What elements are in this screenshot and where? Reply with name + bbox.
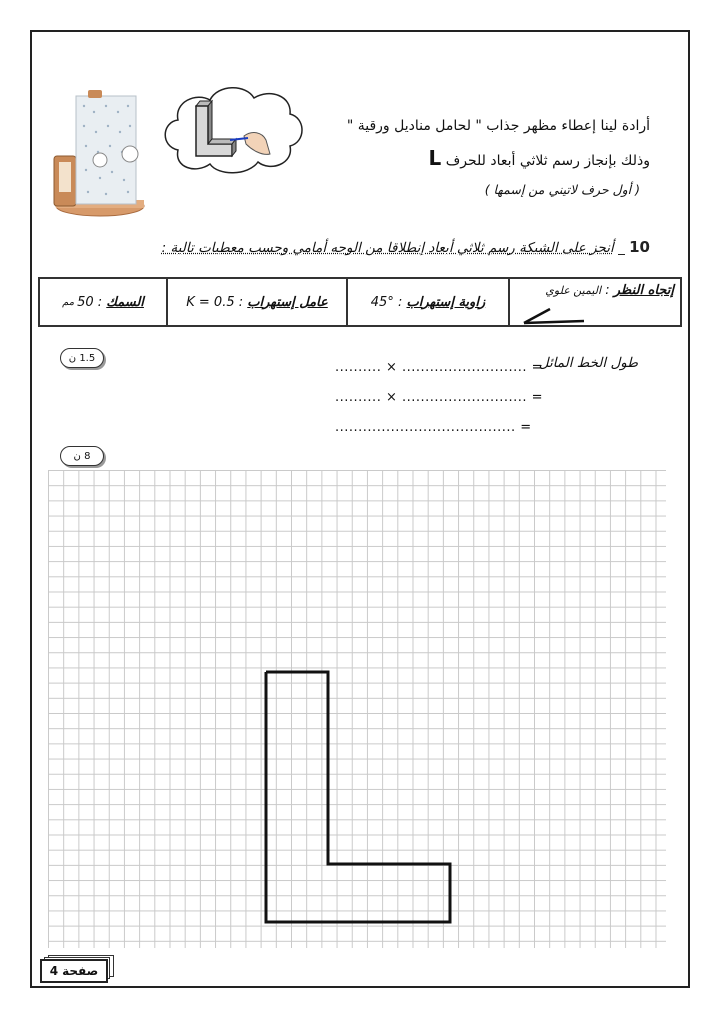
calc-row-2: .......... × ........................... = [335, 390, 544, 405]
score-badge-2: 8 ن [60, 446, 104, 466]
question-text: أنجز على الشبكة رسم ثلاثي أبعاد إنطلاقا من الوجه أمامي وحسب معطيات تالية : [161, 240, 614, 256]
factor-value: K = 0.5 [186, 294, 235, 310]
spec-view-direction: إتجاه النظر : اليمين علوي [508, 279, 680, 325]
spec-angle: زاوية إستهراب : 45° [346, 279, 508, 325]
intro-line-3: ( أول حرف لاتيني من إسمها ) [484, 182, 640, 197]
angle-label: زاوية إستهراب [406, 294, 486, 310]
score-badge-1: 1.5 ن [60, 348, 104, 368]
intro-line-2-text: وذلك بإنجاز رسم ثلاثي أبعاد للحرف [445, 153, 650, 169]
factor-label: عامل إستهراب [247, 294, 328, 310]
spec-thickness: السمك : 50 مم [62, 294, 144, 310]
calc-row-3: ....................................... = [335, 420, 532, 435]
angle-value: 45° [370, 294, 394, 310]
thickness-label: السمك [106, 294, 144, 310]
spec-factor: عامل إستهراب : K = 0.5 [166, 279, 346, 325]
intro-letter: L [428, 146, 442, 170]
slant-line-length-label: طول الخط المائل [538, 355, 638, 371]
calc-row-1: .......... × ........................... = [335, 360, 544, 375]
thickness-unit: مم [62, 296, 75, 308]
thickness-value: 50 [77, 294, 94, 310]
page-label: صفحة [62, 964, 99, 978]
question-number: 10 [629, 238, 650, 256]
page-number-tab [40, 955, 110, 981]
page-number-value: 4 [49, 964, 59, 978]
page-number [40, 959, 108, 983]
intro-line-1: أرادة لينا إعطاء مظهر جذاب " لحامل مناديل ورقية " [346, 118, 650, 134]
question-dash: _ [613, 240, 625, 256]
view-label: إتجاه النظر [613, 283, 674, 298]
view-value: اليمين علوي [545, 284, 602, 297]
